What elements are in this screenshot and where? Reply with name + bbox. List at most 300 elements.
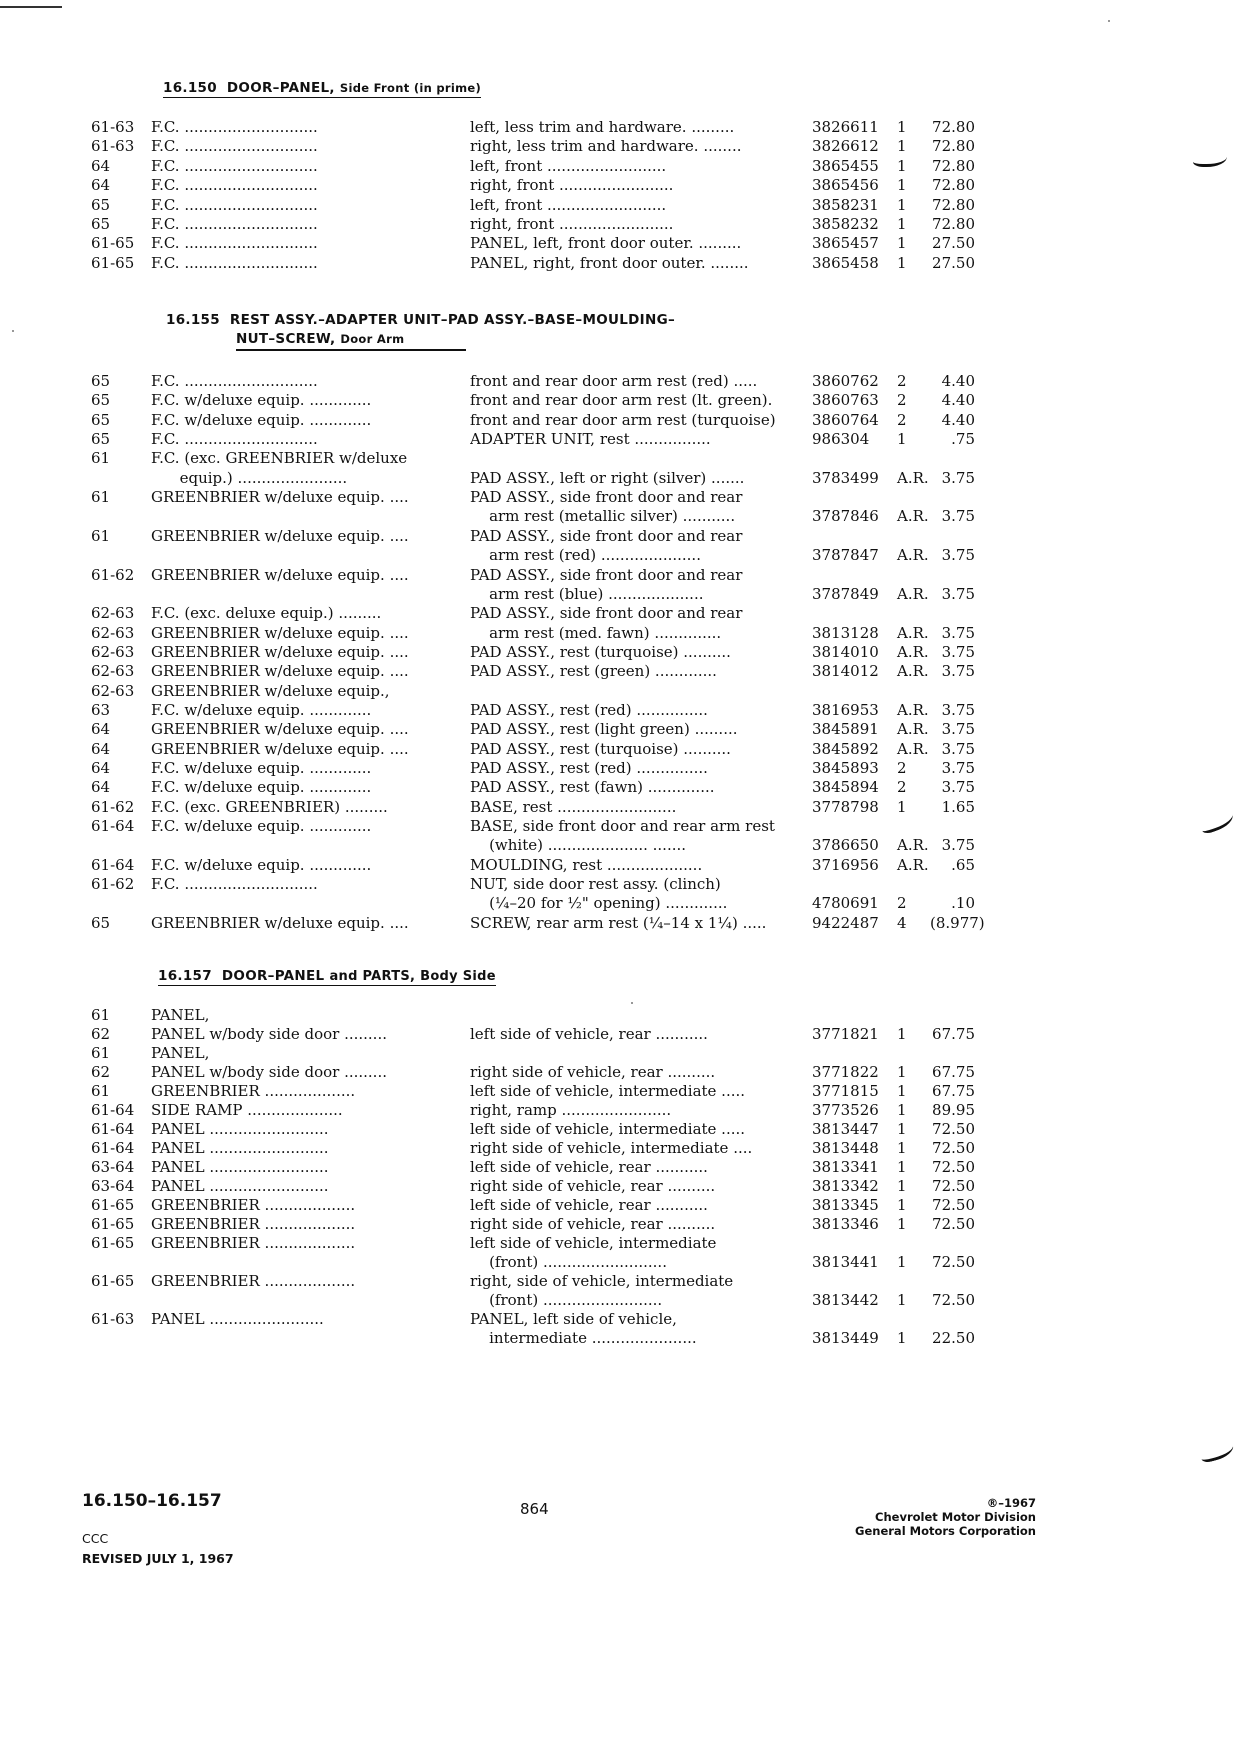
year-cell: 61 (91, 1006, 111, 1024)
table-row (0, 137, 1248, 156)
part-number-cell: 4780691 (812, 894, 879, 913)
description-cell: left, less trim and hardware. ......... (470, 118, 735, 136)
model-cell: F.C. ............................ (151, 176, 318, 195)
year-cell: 61-63 (91, 1310, 135, 1328)
quantity-cell: 1 (897, 1139, 907, 1157)
footer-code: CCC (82, 1531, 109, 1546)
quantity-cell: A.R. (897, 855, 929, 874)
description-cell: PAD ASSY., rest (red) ............... (470, 700, 708, 719)
price-cell: 3.75 (941, 759, 975, 777)
description-cell: PAD ASSY., side front door and rear (470, 604, 743, 623)
table-row (0, 740, 1248, 759)
price-cell: 72.80 (932, 215, 975, 233)
table-row (0, 778, 1248, 797)
table-row (0, 566, 1248, 585)
model-cell: GREENBRIER w/deluxe equip. .... (151, 526, 409, 545)
footer-publisher (855, 1496, 1036, 1538)
model-cell: PANEL w/body side door ......... (151, 1063, 387, 1081)
part-number-cell: 3813128 (812, 623, 879, 642)
price-cell: 4.40 (941, 391, 975, 410)
price-cell: 4.40 (941, 410, 975, 429)
quantity-cell: 2 (897, 778, 907, 797)
model-cell: PANEL ......................... (151, 1177, 329, 1195)
model-cell: F.C. ............................ (151, 875, 318, 894)
price-cell: 3.75 (941, 507, 975, 526)
table-row (0, 372, 1248, 391)
year-cell: 65 (91, 372, 111, 390)
part-number-cell: 3814010 (812, 642, 879, 661)
title-underline (236, 349, 466, 351)
year-cell: 62-63 (91, 662, 135, 681)
part-number-cell: 3813442 (812, 1291, 879, 1309)
price-cell: 3.75 (941, 623, 975, 642)
price-cell: 3.75 (941, 584, 975, 603)
year-cell: 63-64 (91, 1158, 135, 1176)
model-cell: GREENBRIER ................... (151, 1082, 356, 1100)
quantity-cell: A.R. (897, 546, 929, 565)
part-number-cell: 3786650 (812, 836, 879, 855)
section-title-16-155 (166, 312, 675, 328)
quantity-cell: 1 (897, 253, 907, 272)
part-number-cell: 3787849 (812, 584, 879, 603)
table-row (0, 196, 1248, 215)
description-cell: PANEL, left side of vehicle, (470, 1310, 677, 1328)
quantity-cell: 4 (897, 913, 907, 932)
part-number-cell: 3787846 (812, 507, 879, 526)
section-subheading: Side Front (in prime) (339, 81, 482, 95)
description-cell: BASE, side front door and rear arm rest (470, 817, 775, 836)
description-cell: left side of vehicle, rear ........... (470, 1158, 708, 1176)
model-cell: F.C. ............................ (151, 137, 318, 156)
description-cell: right side of vehicle, rear .......... (470, 1177, 716, 1195)
model-cell: F.C. w/deluxe equip. ............. (151, 817, 372, 836)
part-number-cell: 3787847 (812, 546, 879, 565)
table-row (0, 1006, 1248, 1025)
price-cell: 72.80 (932, 118, 975, 136)
description-cell: left side of vehicle, rear ........... (470, 1025, 708, 1043)
description-cell: arm rest (med. fawn) .............. (470, 623, 722, 642)
part-number-cell: 3813441 (812, 1253, 879, 1271)
year-cell: 61-64 (91, 1120, 135, 1138)
description-cell: right, less trim and hardware. ........ (470, 137, 742, 156)
model-cell: GREENBRIER w/deluxe equip. .... (151, 662, 409, 681)
part-number-cell: 3845891 (812, 720, 879, 739)
year-cell: 63-64 (91, 1177, 135, 1195)
part-number-cell: 3771821 (812, 1025, 879, 1043)
price-cell: .10 (951, 894, 975, 913)
model-cell: GREENBRIER ................... (151, 1272, 356, 1290)
page-number: 864 (520, 1500, 549, 1518)
part-number-cell: 3813346 (812, 1215, 879, 1233)
year-cell: 61-64 (91, 1139, 135, 1157)
description-cell: left side of vehicle, intermediate ..... (470, 1082, 746, 1100)
price-cell: 3.75 (941, 720, 975, 739)
year-cell: 64 (91, 739, 111, 758)
quantity-cell: 1 (897, 215, 907, 233)
quantity-cell: A.R. (897, 836, 929, 855)
table-row (0, 1253, 1248, 1272)
section-number: 16.157 (158, 968, 212, 984)
model-cell: GREENBRIER ................... (151, 1215, 356, 1233)
year-cell: 65 (91, 913, 111, 932)
year-cell: 64 (91, 759, 111, 777)
model-cell: GREENBRIER w/deluxe equip. .... (151, 565, 409, 584)
description-cell: NUT, side door rest assy. (clinch) (470, 875, 721, 894)
part-number-cell: 3860764 (812, 410, 879, 429)
description-cell: PAD ASSY., rest (turquoise) .......... (470, 739, 731, 758)
year-cell: 61-64 (91, 1101, 135, 1119)
price-cell: 72.50 (932, 1291, 975, 1309)
part-number-cell: 3858231 (812, 195, 879, 214)
price-cell: .75 (951, 430, 975, 449)
year-cell: 65 (91, 410, 111, 429)
model-cell: GREENBRIER w/deluxe equip. .... (151, 623, 409, 642)
quantity-cell: 1 (897, 176, 907, 195)
table-row (0, 1063, 1248, 1082)
table-row (0, 585, 1248, 604)
price-cell: .65 (951, 855, 975, 874)
model-cell: F.C. ............................ (151, 234, 318, 253)
year-cell: 61 (91, 1082, 111, 1100)
quantity-cell: 1 (897, 1329, 907, 1347)
table-row (0, 507, 1248, 526)
model-cell: F.C. ............................ (151, 156, 318, 175)
price-cell: 72.50 (932, 1158, 975, 1176)
description-cell: intermediate ...................... (470, 1329, 697, 1347)
model-cell: GREENBRIER ................... (151, 1234, 356, 1252)
description-cell: (front) .......................... (470, 1253, 667, 1271)
model-cell: F.C. ............................ (151, 372, 318, 390)
description-cell: SCREW, rear arm rest (¼–14 x 1¼) ..... (470, 913, 767, 932)
part-number-cell: 3845894 (812, 778, 879, 797)
quantity-cell: 1 (897, 1063, 907, 1081)
year-cell: 61 (91, 449, 111, 468)
table-row (0, 836, 1248, 855)
year-cell: 65 (91, 430, 111, 449)
model-cell: F.C. w/deluxe equip. ............. (151, 778, 372, 797)
year-cell: 63 (91, 700, 111, 719)
description-cell: right side of vehicle, rear .......... (470, 1215, 716, 1233)
model-cell: GREENBRIER w/deluxe equip. .... (151, 913, 409, 932)
quantity-cell: 1 (897, 797, 907, 816)
description-cell: arm rest (red) ..................... (470, 546, 701, 565)
model-cell: PANEL ......................... (151, 1139, 329, 1157)
quantity-cell: 2 (897, 372, 907, 390)
description-cell: arm rest (metallic silver) ........... (470, 507, 736, 526)
year-cell: 61-63 (91, 118, 135, 136)
part-number-cell: 3860763 (812, 391, 879, 410)
quantity-cell: A.R. (897, 507, 929, 526)
year-cell: 61-64 (91, 855, 135, 874)
table-row (0, 1272, 1248, 1291)
description-cell: PANEL, left, front door outer. ......... (470, 234, 742, 253)
table-row (0, 856, 1248, 875)
year-cell: 64 (91, 156, 111, 175)
table-row (0, 914, 1248, 933)
table-row (0, 234, 1248, 253)
price-cell: 72.80 (932, 156, 975, 175)
quantity-cell: 1 (897, 118, 907, 136)
quantity-cell: 1 (897, 1177, 907, 1195)
model-cell: F.C. ............................ (151, 253, 318, 272)
price-cell: 3.75 (941, 468, 975, 487)
model-cell: GREENBRIER w/deluxe equip. .... (151, 488, 409, 507)
description-cell: PAD ASSY., rest (light green) ......... (470, 720, 738, 739)
description-cell: right, ramp ....................... (470, 1101, 672, 1119)
description-cell: ADAPTER UNIT, rest ................ (470, 430, 711, 449)
year-cell: 65 (91, 215, 111, 233)
quantity-cell: A.R. (897, 700, 929, 719)
year-cell: 61-65 (91, 1272, 135, 1290)
table-row (0, 1310, 1248, 1329)
description-cell: MOULDING, rest .................... (470, 855, 703, 874)
price-cell: 67.75 (932, 1082, 975, 1100)
quantity-cell: A.R. (897, 642, 929, 661)
description-cell: arm rest (blue) .................... (470, 584, 704, 603)
section-title-16-157 (158, 968, 496, 984)
model-cell: F.C. w/deluxe equip. ............. (151, 759, 372, 777)
corporation: General Motors Corporation (855, 1524, 1036, 1538)
table-row (0, 391, 1248, 410)
model-cell: PANEL ......................... (151, 1120, 329, 1138)
description-cell: left side of vehicle, rear ........... (470, 1196, 708, 1214)
price-cell: 3.75 (941, 700, 975, 719)
quantity-cell: 2 (897, 759, 907, 777)
description-cell: (front) ......................... (470, 1291, 663, 1309)
price-cell: 72.50 (932, 1196, 975, 1214)
part-number-cell: 3865455 (812, 156, 879, 175)
year-cell: 61-65 (91, 253, 135, 272)
table-row (0, 1215, 1248, 1234)
year-cell: 61 (91, 526, 111, 545)
model-cell: F.C. w/deluxe equip. ............. (151, 391, 372, 410)
description-cell: PAD ASSY., rest (red) ............... (470, 759, 708, 777)
part-number-cell: 3865458 (812, 253, 879, 272)
quantity-cell: 1 (897, 1025, 907, 1043)
model-cell: PANEL w/body side door ......... (151, 1025, 387, 1043)
year-cell: 62-63 (91, 681, 135, 700)
description-cell: left, front ......................... (470, 156, 667, 175)
section-heading-continued: NUT–SCREW, (236, 331, 336, 347)
part-number-cell: 3813345 (812, 1196, 879, 1214)
table-row (0, 430, 1248, 449)
model-cell: F.C. ............................ (151, 118, 318, 136)
table-row (0, 157, 1248, 176)
year-cell: 62-63 (91, 642, 135, 661)
model-cell: PANEL, (151, 1044, 210, 1062)
price-cell: 3.75 (941, 778, 975, 797)
table-row (0, 546, 1248, 565)
table-row (0, 488, 1248, 507)
part-number-cell: 986304 (812, 430, 870, 449)
table-row (0, 254, 1248, 273)
table-row (0, 875, 1248, 894)
table-row (0, 701, 1248, 720)
section-heading: DOOR–PANEL, (226, 80, 335, 96)
price-cell: 1.65 (941, 797, 975, 816)
table-row (0, 1329, 1248, 1348)
price-cell: 72.80 (932, 195, 975, 214)
quantity-cell: 1 (897, 1082, 907, 1100)
year-cell: 62-63 (91, 623, 135, 642)
part-number-cell: 3865456 (812, 176, 879, 195)
price-cell: 89.95 (932, 1101, 975, 1119)
quantity-cell: 1 (897, 1215, 907, 1233)
quantity-cell: A.R. (897, 739, 929, 758)
part-number-cell: 3813448 (812, 1139, 879, 1157)
part-number-cell: 3773526 (812, 1101, 879, 1119)
description-cell: PANEL, right, front door outer. ........ (470, 253, 749, 272)
description-cell: right, front ........................ (470, 176, 674, 195)
part-number-cell: 3845893 (812, 759, 879, 777)
section-subheading: Door Arm (340, 332, 405, 346)
description-cell: left side of vehicle, intermediate (470, 1234, 717, 1252)
quantity-cell: 2 (897, 894, 907, 913)
price-cell: 3.75 (941, 662, 975, 681)
speck (12, 330, 14, 332)
part-number-cell: 3813447 (812, 1120, 879, 1138)
quantity-cell: 1 (897, 156, 907, 175)
description-cell: left side of vehicle, intermediate ..... (470, 1120, 746, 1138)
quantity-cell: 1 (897, 137, 907, 156)
description-cell: PAD ASSY., rest (green) ............. (470, 662, 717, 681)
section-title-16-150 (163, 80, 481, 96)
price-cell: 22.50 (932, 1329, 975, 1347)
table-row (0, 624, 1248, 643)
table-row (0, 1120, 1248, 1139)
section-title-16-155-line2 (236, 331, 404, 347)
model-cell: F.C. (exc. GREENBRIER w/deluxe (151, 449, 408, 468)
top-edge-line (0, 6, 62, 8)
model-cell: PANEL ......................... (151, 1158, 329, 1176)
speck (1108, 20, 1110, 22)
price-cell: 3.75 (941, 739, 975, 758)
description-cell: right side of vehicle, intermediate .... (470, 1139, 753, 1157)
year-cell: 62-63 (91, 604, 135, 623)
quantity-cell: 1 (897, 195, 907, 214)
price-cell: (8.977) (930, 913, 985, 932)
speck (631, 1002, 633, 1004)
table-row (0, 1177, 1248, 1196)
model-cell: F.C. w/deluxe equip. ............. (151, 855, 372, 874)
quantity-cell: 1 (897, 430, 907, 449)
part-number-cell: 3814012 (812, 662, 879, 681)
model-cell: GREENBRIER w/deluxe equip. .... (151, 720, 409, 739)
model-cell: F.C. (exc. GREENBRIER) ......... (151, 797, 388, 816)
quantity-cell: 1 (897, 234, 907, 253)
model-cell: GREENBRIER w/deluxe equip. .... (151, 642, 409, 661)
table-row (0, 1044, 1248, 1063)
quantity-cell: 2 (897, 391, 907, 410)
division: Chevrolet Motor Division (875, 1510, 1036, 1524)
year-cell: 64 (91, 720, 111, 739)
part-number-cell: 9422487 (812, 913, 879, 932)
description-cell: front and rear door arm rest (lt. green). (470, 391, 773, 410)
part-number-cell: 3771815 (812, 1082, 879, 1100)
footer-range: 16.150–16.157 (82, 1491, 222, 1511)
description-cell: left, front ......................... (470, 195, 667, 214)
year-cell: 65 (91, 195, 111, 214)
year-cell: 62 (91, 1063, 111, 1081)
part-number-cell: 3826611 (812, 118, 879, 136)
description-cell: PAD ASSY., side front door and rear (470, 526, 743, 545)
price-cell: 72.50 (932, 1177, 975, 1195)
year-cell: 61-62 (91, 797, 135, 816)
section-number: 16.155 (166, 312, 220, 328)
part-number-cell: 3716956 (812, 855, 879, 874)
part-number-cell: 3860762 (812, 372, 879, 390)
quantity-cell: 2 (897, 410, 907, 429)
description-cell: BASE, rest ......................... (470, 797, 677, 816)
table-row (0, 1196, 1248, 1215)
year-cell: 64 (91, 778, 111, 797)
table-row (0, 798, 1248, 817)
table-row (0, 449, 1248, 468)
table-row (0, 643, 1248, 662)
part-number-cell: 3813341 (812, 1158, 879, 1176)
quantity-cell: 1 (897, 1158, 907, 1176)
price-cell: 3.75 (941, 642, 975, 661)
model-cell: GREENBRIER w/deluxe equip., (151, 681, 390, 700)
year-cell: 61-65 (91, 1234, 135, 1252)
price-cell: 27.50 (932, 234, 975, 253)
quantity-cell: A.R. (897, 623, 929, 642)
description-cell: PAD ASSY., side front door and rear (470, 488, 743, 507)
part-number-cell: 3858232 (812, 215, 879, 233)
description-cell: PAD ASSY., rest (turquoise) .......... (470, 642, 731, 661)
table-row (0, 662, 1248, 681)
footer-revised: REVISED JULY 1, 1967 (82, 1551, 234, 1566)
table-row (0, 527, 1248, 546)
description-cell: (white) ..................... ....... (470, 836, 687, 855)
model-cell: equip.) ....................... (151, 468, 348, 487)
year-cell: 62 (91, 1025, 111, 1043)
table-row (0, 176, 1248, 195)
price-cell: 3.75 (941, 546, 975, 565)
table-row (0, 469, 1248, 488)
year-cell: 64 (91, 176, 111, 195)
table-row (0, 1291, 1248, 1310)
price-cell: 67.75 (932, 1063, 975, 1081)
year-cell: 61-62 (91, 565, 135, 584)
model-cell: F.C. w/deluxe equip. ............. (151, 410, 372, 429)
year-cell: 65 (91, 391, 111, 410)
model-cell: GREENBRIER ................... (151, 1196, 356, 1214)
model-cell: PANEL, (151, 1006, 210, 1024)
part-number-cell: 3778798 (812, 797, 879, 816)
table-row (0, 215, 1248, 234)
price-cell: 72.50 (932, 1139, 975, 1157)
part-number-cell: 3783499 (812, 468, 879, 487)
price-cell: 72.50 (932, 1253, 975, 1271)
quantity-cell: 1 (897, 1253, 907, 1271)
part-number-cell: 3816953 (812, 700, 879, 719)
price-cell: 72.80 (932, 137, 975, 156)
copyright: ®–1967 (986, 1496, 1036, 1510)
description-cell: right side of vehicle, rear .......... (470, 1063, 716, 1081)
description-cell: PAD ASSY., side front door and rear (470, 565, 743, 584)
description-cell: front and rear door arm rest (red) ..... (470, 372, 758, 390)
section-subheading: and PARTS, Body Side (329, 969, 496, 984)
year-cell: 61-65 (91, 1196, 135, 1214)
year-cell: 61-65 (91, 234, 135, 253)
year-cell: 61-63 (91, 137, 135, 156)
model-cell: GREENBRIER w/deluxe equip. .... (151, 739, 409, 758)
table-row (0, 1082, 1248, 1101)
section-heading: REST ASSY.–ADAPTER UNIT–PAD ASSY.–BASE–MOULDING– (229, 312, 676, 328)
part-number-cell: 3771822 (812, 1063, 879, 1081)
part-number-cell: 3813449 (812, 1329, 879, 1347)
